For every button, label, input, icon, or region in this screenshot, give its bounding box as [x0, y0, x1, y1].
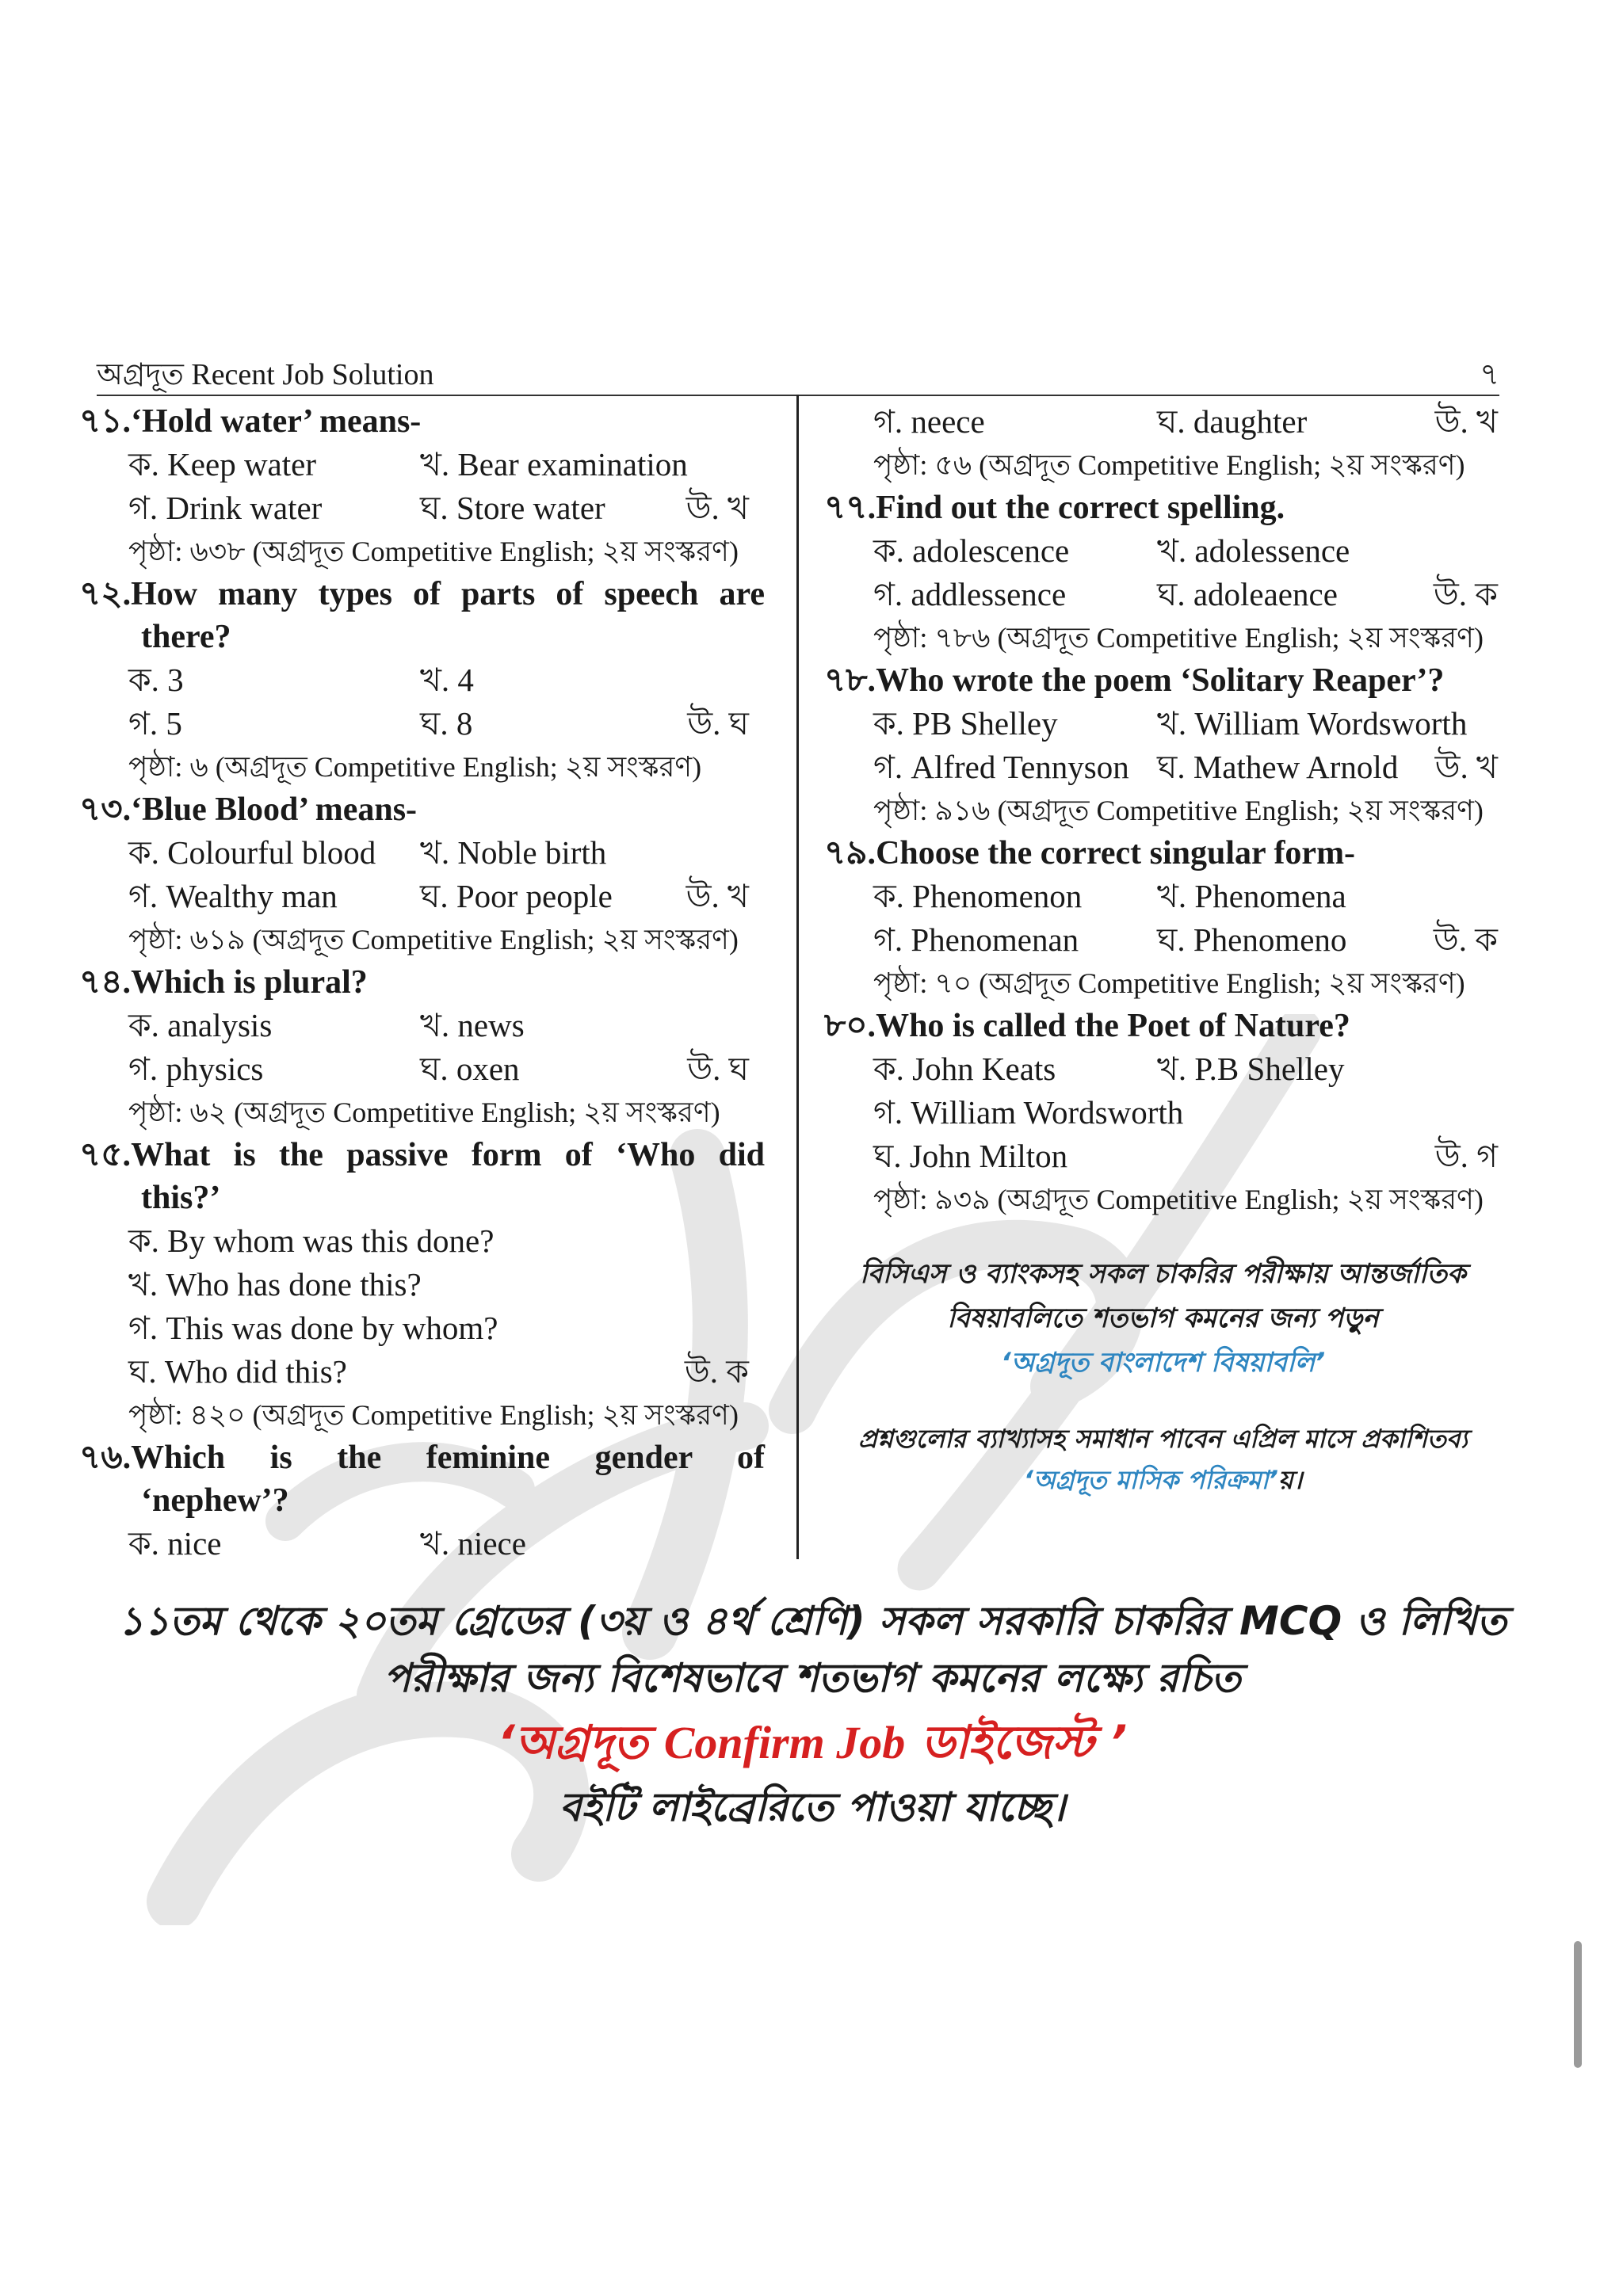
- bottom-promo-line: পরীক্ষার জন্য বিশেষভাবে শতভাগ কমনের লক্ষ্যে রচিত: [384, 1655, 1241, 1701]
- answer-key: উ. খ: [685, 490, 749, 526]
- question-stem: Choose the correct singular form-: [876, 835, 1356, 871]
- answer-key: উ. খ: [1434, 403, 1498, 440]
- option: ঘ. 8: [420, 705, 473, 742]
- question-block: [824, 400, 1498, 486]
- option: খ. adolessence: [1157, 532, 1350, 569]
- promo-international-affairs: [828, 1252, 1498, 1385]
- option: ঘ. daughter: [1157, 403, 1308, 440]
- option: খ. Bear examination: [420, 446, 688, 482]
- question-block: [79, 961, 765, 1134]
- option-row: [824, 746, 1498, 789]
- page-reference: পৃষ্ঠা: ৯৩৯ (অগ্রদূত Competitive English; ২য় সংস্করণ): [873, 1184, 1484, 1215]
- option: খ. Who has done this?: [128, 1266, 422, 1302]
- question-text: [79, 1134, 765, 1177]
- question-block: [824, 659, 1498, 832]
- bottom-promo-line: ১১তম থেকে ২০তম গ্রেডের (৩য় ও ৪র্থ শ্রেণি) সকল সরকারি চাকরির MCQ ও লিখিত: [118, 1598, 1507, 1644]
- option: ক. Colourful blood: [128, 834, 376, 871]
- option-row: [824, 1047, 1498, 1091]
- option: ঘ. Poor people: [420, 878, 613, 914]
- column-divider: [796, 395, 799, 1559]
- question-block: [79, 1436, 765, 1566]
- option: খ. 4: [420, 662, 474, 698]
- page-reference: পৃষ্ঠা: ৬২ (অগ্রদূত Competitive English; ২য় সংস্করণ): [128, 1097, 720, 1128]
- option-row: [824, 702, 1498, 746]
- option-row: [79, 1350, 765, 1394]
- option-row: [79, 831, 765, 875]
- option: খ. niece: [420, 1525, 526, 1562]
- question-text: [79, 1436, 765, 1479]
- promo-magazine-suffix: য়।: [1277, 1465, 1303, 1495]
- option: ক. nice: [128, 1525, 222, 1562]
- option-row: [79, 1219, 765, 1263]
- answer-key: উ. গ: [1434, 1138, 1498, 1174]
- page-reference: পৃষ্ঠা: ৭০ (অগ্রদূত Competitive English; ২য় সংস্করণ): [873, 967, 1465, 999]
- option: খ. news: [420, 1007, 525, 1043]
- option-row: [824, 918, 1498, 962]
- option-row: [79, 1004, 765, 1047]
- option: খ. P.B Shelley: [1157, 1051, 1345, 1087]
- question-block: [824, 486, 1498, 659]
- option: ঘ. Store water: [420, 490, 605, 526]
- option: গ. neece: [873, 403, 985, 440]
- question-stem: Who wrote the poem ‘Solitary Reaper’?: [876, 662, 1445, 699]
- option: ক. John Keats: [873, 1051, 1056, 1087]
- option: খ. Phenomena: [1157, 878, 1346, 914]
- page-header: [97, 355, 1499, 396]
- book-title-bn-end: ডাইজেস্ট ’: [905, 1715, 1128, 1769]
- bottom-promo-book-title: [111, 1707, 1514, 1779]
- left-column: [79, 400, 765, 1566]
- question-block: [79, 1134, 765, 1436]
- question-stem: Find out the correct spelling.: [876, 490, 1285, 526]
- answer-key: উ. খ: [685, 878, 749, 914]
- promo-line: বিসিএস ও ব্যাংকসহ সকল চাকরির পরীক্ষায় আন্তর্জাতিক: [860, 1258, 1466, 1290]
- answer-key: উ. ক: [1433, 576, 1498, 612]
- option: ঘ. Who did this?: [128, 1353, 347, 1390]
- option-row: [824, 1091, 1498, 1135]
- question-number: ৭৬.: [79, 1440, 132, 1476]
- promo-line: প্রশ্নগুলোর ব্যাখ্যাসহ সমাধান পাবেন এপ্রিল মাসে প্রকাশিতব্য: [857, 1424, 1468, 1454]
- question-stem-continued: there?: [141, 619, 231, 655]
- question-stem: What is the passive form of ‘Who did: [131, 1137, 765, 1173]
- option-row: [824, 573, 1498, 616]
- page-reference: পৃষ্ঠা: ৬ (অগ্রদূত Competitive English; ২য় সংস্করণ): [128, 751, 702, 783]
- question-stem-continued: ‘nephew’?: [141, 1482, 289, 1519]
- right-column: [824, 400, 1498, 1221]
- option: ক. analysis: [128, 1007, 273, 1043]
- option-row: [79, 1522, 765, 1566]
- answer-key: উ. ঘ: [687, 1051, 749, 1087]
- question-text: [79, 961, 765, 1004]
- question-text: [824, 832, 1498, 875]
- page-reference: পৃষ্ঠা: ৬১৯ (অগ্রদূত Competitive English; ২য় সংস্করণ): [128, 924, 739, 955]
- option: খ. William Wordsworth: [1157, 705, 1468, 742]
- option-row: [79, 1263, 765, 1306]
- promo-magazine-title: ‘অগ্রদূত মাসিক পরিক্রমা’: [1023, 1465, 1278, 1495]
- question-number: ৭৩.: [79, 791, 132, 828]
- question-number: ৭৯.: [824, 835, 876, 871]
- option: ঘ. Phenomeno: [1157, 921, 1347, 958]
- option: ক. adolescence: [873, 532, 1070, 569]
- book-title-en: Confirm Job: [663, 1717, 906, 1768]
- promo-monthly-magazine: [828, 1418, 1498, 1501]
- option-row: [79, 1047, 765, 1091]
- option-row: [824, 875, 1498, 918]
- option: ঘ. John Milton: [873, 1138, 1068, 1174]
- option: গ. Drink water: [128, 490, 323, 526]
- question-block: [79, 400, 765, 573]
- option-row: [79, 658, 765, 702]
- option-row: [79, 702, 765, 746]
- question-number: ৭৮.: [824, 662, 876, 699]
- answer-key: উ. ক: [684, 1353, 749, 1390]
- option: গ. physics: [128, 1051, 264, 1087]
- option: গ. Alfred Tennyson: [873, 749, 1129, 785]
- option: গ. This was done by whom?: [128, 1310, 498, 1346]
- question-stem: Which is the feminine gender of: [131, 1440, 765, 1476]
- option: গ. addlessence: [873, 576, 1067, 612]
- question-text: [824, 486, 1498, 529]
- bottom-promo-line: বইটি লাইব্রেরিতে পাওয়া যাচ্ছে।: [559, 1784, 1066, 1830]
- option-row: [824, 1135, 1498, 1178]
- option: ক. Keep water: [128, 446, 316, 482]
- option-row: [79, 486, 765, 530]
- option: ঘ. oxen: [420, 1051, 520, 1087]
- option: ঘ. Mathew Arnold: [1157, 749, 1399, 785]
- question-stem: ‘Blue Blood’ means-: [131, 791, 418, 828]
- scrollbar[interactable]: [1574, 1941, 1582, 2068]
- question-number: ৭১.: [79, 403, 132, 440]
- book-title-bn-start: ‘অগ্রদূত: [497, 1715, 664, 1769]
- option: ক. By whom was this done?: [128, 1222, 495, 1259]
- question-block: [79, 573, 765, 788]
- question-stem: Which is plural?: [131, 964, 368, 1001]
- question-number: ৭২.: [79, 576, 132, 612]
- promo-book-title: ‘অগ্রদূত বাংলাদেশ বিষয়াবলি’: [1000, 1347, 1326, 1379]
- option: গ. 5: [128, 705, 182, 742]
- option: ক. Phenomenon: [873, 878, 1083, 914]
- question-block: [79, 788, 765, 961]
- question-text: [824, 659, 1498, 702]
- answer-key: উ. ক: [1433, 921, 1498, 958]
- question-number: ৮০.: [824, 1008, 876, 1044]
- bottom-promo: [111, 1592, 1514, 1836]
- question-number: ৭৭.: [824, 490, 876, 526]
- question-block: [824, 1005, 1498, 1221]
- option: গ. William Wordsworth: [873, 1094, 1184, 1131]
- answer-key: উ. ঘ: [687, 705, 749, 742]
- option: খ. Noble birth: [420, 834, 607, 871]
- question-text: [79, 788, 765, 831]
- option: গ. Phenomenan: [873, 921, 1079, 958]
- question-text: [824, 1005, 1498, 1047]
- question-block: [824, 832, 1498, 1005]
- question-number: ৭৪.: [79, 964, 132, 1001]
- header-title: অগ্রদূত Recent Job Solution: [97, 358, 434, 391]
- question-stem: Who is called the Poet of Nature?: [876, 1008, 1350, 1044]
- question-stem: ‘Hold water’ means-: [131, 403, 422, 440]
- option-row: [79, 1306, 765, 1350]
- page-number: ৭: [1480, 358, 1499, 391]
- page-reference: পৃষ্ঠা: ৪২০ (অগ্রদূত Competitive English; ২য় সংস্করণ): [128, 1399, 739, 1431]
- question-number: ৭৫.: [79, 1137, 132, 1173]
- page-reference: পৃষ্ঠা: ৭৮৬ (অগ্রদূত Competitive English; ২য় সংস্করণ): [873, 622, 1484, 654]
- promo-line: বিষয়াবলিতে শতভাগ কমনের জন্য পড়ুন: [947, 1302, 1379, 1334]
- page-reference: পৃষ্ঠা: ৯১৬ (অগ্রদূত Competitive English; ২য় সংস্করণ): [873, 795, 1484, 826]
- option-row: [824, 400, 1498, 444]
- option: ঘ. adoleaence: [1157, 576, 1338, 612]
- answer-key: উ. খ: [1434, 749, 1498, 785]
- option-row: [824, 529, 1498, 573]
- option-row: [79, 443, 765, 486]
- option: ক. 3: [128, 662, 184, 698]
- question-stem-continued: this?’: [141, 1180, 221, 1216]
- page-reference: পৃষ্ঠা: ৫৬ (অগ্রদূত Competitive English; ২য় সংস্করণ): [873, 449, 1465, 481]
- question-stem: How many types of parts of speech are: [131, 576, 765, 612]
- question-text: [79, 573, 765, 616]
- option: ক. PB Shelley: [873, 705, 1058, 742]
- question-text: [79, 400, 765, 443]
- option: গ. Wealthy man: [128, 878, 338, 914]
- option-row: [79, 875, 765, 918]
- page-reference: পৃষ্ঠা: ৬৩৮ (অগ্রদূত Competitive English; ২য় সংস্করণ): [128, 536, 739, 567]
